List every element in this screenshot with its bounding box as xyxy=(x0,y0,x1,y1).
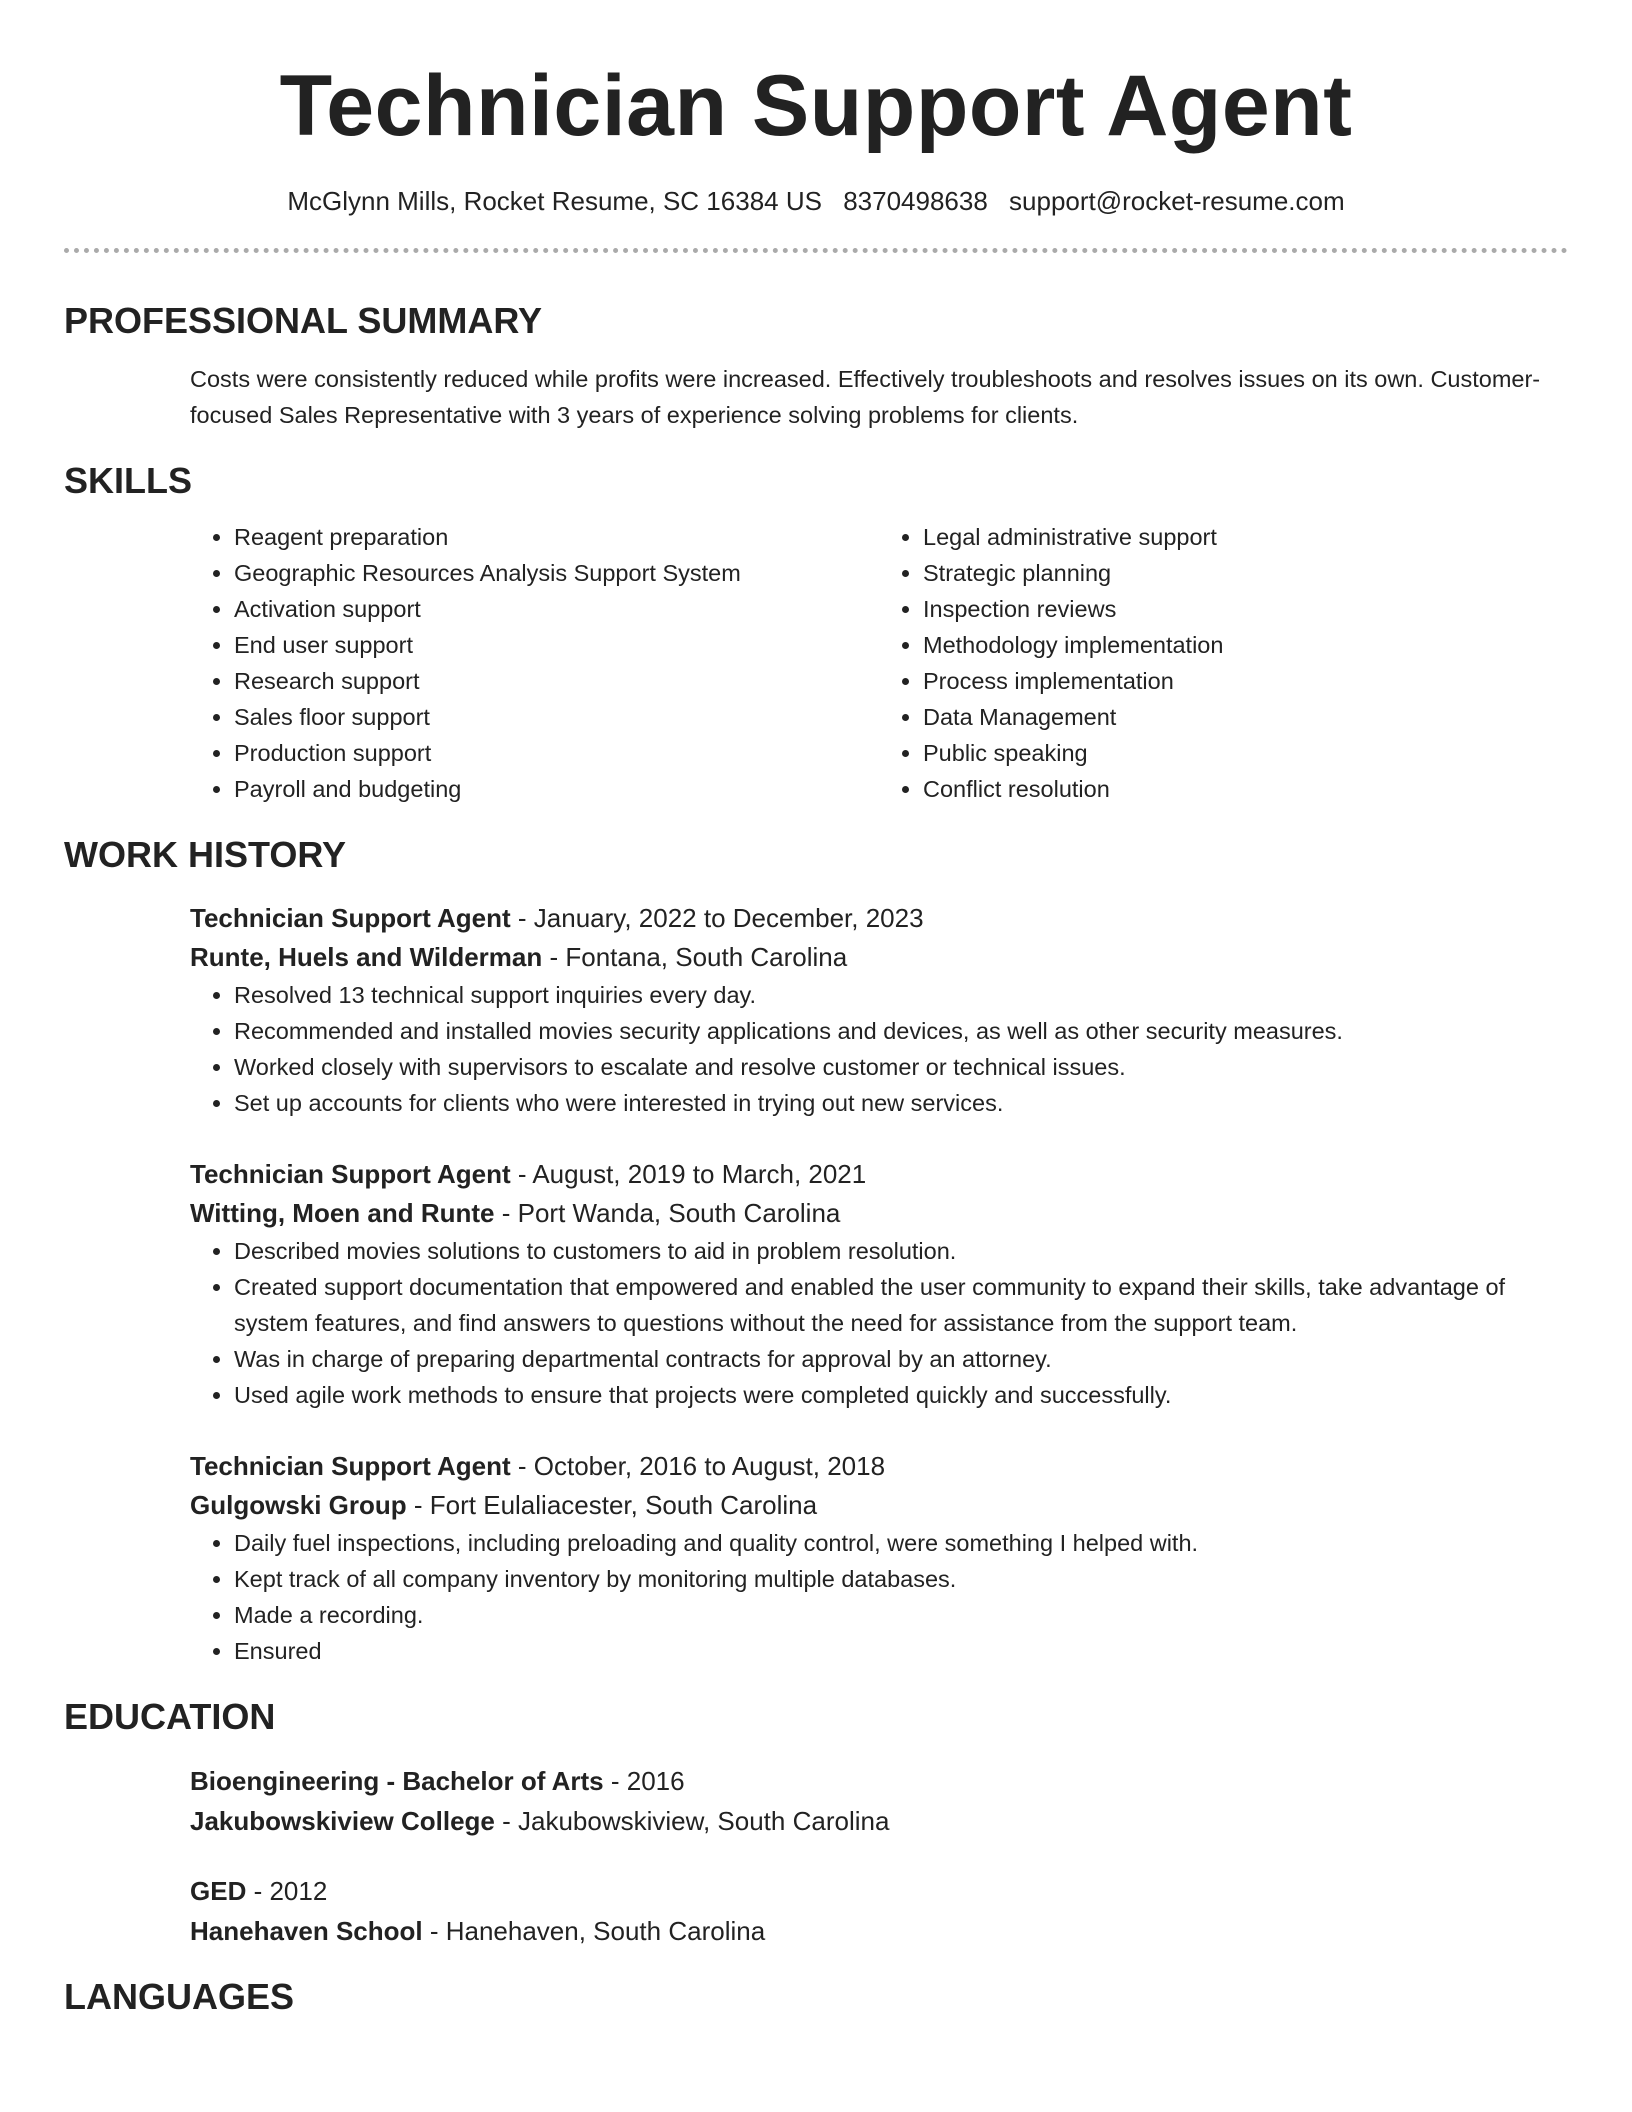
work-history-heading: WORK HISTORY xyxy=(64,834,347,875)
job-location: - Fort Eulaliacester, South Carolina xyxy=(406,1490,818,1520)
job-company: Gulgowski Group xyxy=(190,1490,407,1520)
education-year: - 2016 xyxy=(603,1766,685,1796)
job-entry xyxy=(190,899,1568,1121)
job-title-line xyxy=(190,899,1568,938)
skill-item: • Data Management xyxy=(923,699,1568,735)
skills-column-left xyxy=(190,519,879,807)
contact-line xyxy=(64,184,1568,218)
job-title: Technician Support Agent xyxy=(190,1451,511,1481)
job-bullet: • Kept track of all company inventory by monitoring multiple databases. xyxy=(234,1561,1568,1597)
education-school-line xyxy=(190,1911,1568,1951)
job-company: Runte, Huels and Wilderman xyxy=(190,942,543,972)
job-dates: - August, 2019 to March, 2021 xyxy=(510,1159,867,1189)
education-school: Hanehaven School xyxy=(190,1916,423,1946)
job-bullet: • Recommended and installed movies security applications and devices, as well as other security measures. xyxy=(234,1013,1568,1049)
job-bullet: • Daily fuel inspections, including preloading and quality control, were something I helped with. xyxy=(234,1525,1568,1561)
resume-name: Technician Support Agent xyxy=(279,58,1353,154)
job-bullet: • Set up accounts for clients who were interested in trying out new services. xyxy=(234,1085,1568,1121)
education-degree: Bioengineering - Bachelor of Arts xyxy=(190,1766,604,1796)
skill-item: • Inspection reviews xyxy=(923,591,1568,627)
skills-column-right xyxy=(879,519,1568,807)
skill-item: • Production support xyxy=(234,735,879,771)
job-entry xyxy=(190,1447,1568,1669)
skill-item: • Research support xyxy=(234,663,879,699)
skill-item: • Methodology implementation xyxy=(923,627,1568,663)
job-bullet: • Resolved 13 technical support inquiries every day. xyxy=(234,977,1568,1013)
job-bullet: • Created support documentation that empowered and enabled the user community to expand their skills, take advantage of system features, and find answers to questions without the need for assistance from the support team. xyxy=(234,1269,1568,1341)
job-company: Witting, Moen and Runte xyxy=(190,1198,495,1228)
job-company-line xyxy=(190,938,1568,977)
skill-item: • Public speaking xyxy=(923,735,1568,771)
job-bullet: • Was in charge of preparing departmental contracts for approval by an attorney. xyxy=(234,1341,1568,1377)
job-title-line xyxy=(190,1155,1568,1194)
contact-address: McGlynn Mills, Rocket Resume, SC 16384 US xyxy=(287,186,822,216)
job-bullets xyxy=(190,1525,1568,1669)
contact-phone: 8370498638 xyxy=(843,186,988,216)
job-company-line xyxy=(190,1194,1568,1233)
job-dates: - October, 2016 to August, 2018 xyxy=(510,1451,886,1481)
skills-list xyxy=(190,519,1568,807)
job-title: Technician Support Agent xyxy=(190,1159,511,1189)
job-bullet: • Made a recording. xyxy=(234,1597,1568,1633)
skill-item: • Strategic planning xyxy=(923,555,1568,591)
education-heading: EDUCATION xyxy=(64,1696,276,1737)
education-location: - Hanehaven, South Carolina xyxy=(422,1916,766,1946)
skill-item: • End user support xyxy=(234,627,879,663)
skill-item: • Payroll and budgeting xyxy=(234,771,879,807)
job-bullet: • Ensured xyxy=(234,1633,1568,1669)
education-year: - 2012 xyxy=(246,1876,328,1906)
education-school: Jakubowskiview College xyxy=(190,1806,495,1836)
skill-item: • Geographic Resources Analysis Support System xyxy=(234,555,879,591)
job-title-line xyxy=(190,1447,1568,1486)
skill-item: • Sales floor support xyxy=(234,699,879,735)
job-title: Technician Support Agent xyxy=(190,903,511,933)
job-bullet: • Used agile work methods to ensure that projects were completed quickly and successfully. xyxy=(234,1377,1568,1413)
job-location: - Fontana, South Carolina xyxy=(542,942,848,972)
education-degree-line xyxy=(190,1761,1568,1801)
job-bullet: • Worked closely with supervisors to escalate and resolve customer or technical issues. xyxy=(234,1049,1568,1085)
education-entry xyxy=(190,1761,1568,1841)
education-degree-line xyxy=(190,1871,1568,1911)
header-divider xyxy=(64,248,1568,253)
skill-item: • Process implementation xyxy=(923,663,1568,699)
languages-heading: LANGUAGES xyxy=(64,1976,295,2017)
skill-item: • Conflict resolution xyxy=(923,771,1568,807)
summary-text: Costs were consistently reduced while profits were increased. Effectively troubleshoots and resolves issues on its own. Customer-focused Sales Representative with 3 years of experience solving problems for clients. xyxy=(190,366,1541,428)
job-entry xyxy=(190,1155,1568,1413)
job-dates: - January, 2022 to December, 2023 xyxy=(510,903,924,933)
job-bullet: • Described movies solutions to customers to aid in problem resolution. xyxy=(234,1233,1568,1269)
education-entry xyxy=(190,1871,1568,1951)
education-degree: GED xyxy=(190,1876,247,1906)
skill-item: • Legal administrative support xyxy=(923,519,1568,555)
education-location: - Jakubowskiview, South Carolina xyxy=(494,1806,890,1836)
skill-item: • Reagent preparation xyxy=(234,519,879,555)
job-company-line xyxy=(190,1486,1568,1525)
education-school-line xyxy=(190,1801,1568,1841)
job-location: - Port Wanda, South Carolina xyxy=(494,1198,841,1228)
skills-heading: SKILLS xyxy=(64,460,193,501)
job-bullets xyxy=(190,1233,1568,1413)
skill-item: • Activation support xyxy=(234,591,879,627)
job-bullets xyxy=(190,977,1568,1121)
summary-heading: PROFESSIONAL SUMMARY xyxy=(64,300,543,341)
contact-email: support@rocket-resume.com xyxy=(1009,186,1345,216)
